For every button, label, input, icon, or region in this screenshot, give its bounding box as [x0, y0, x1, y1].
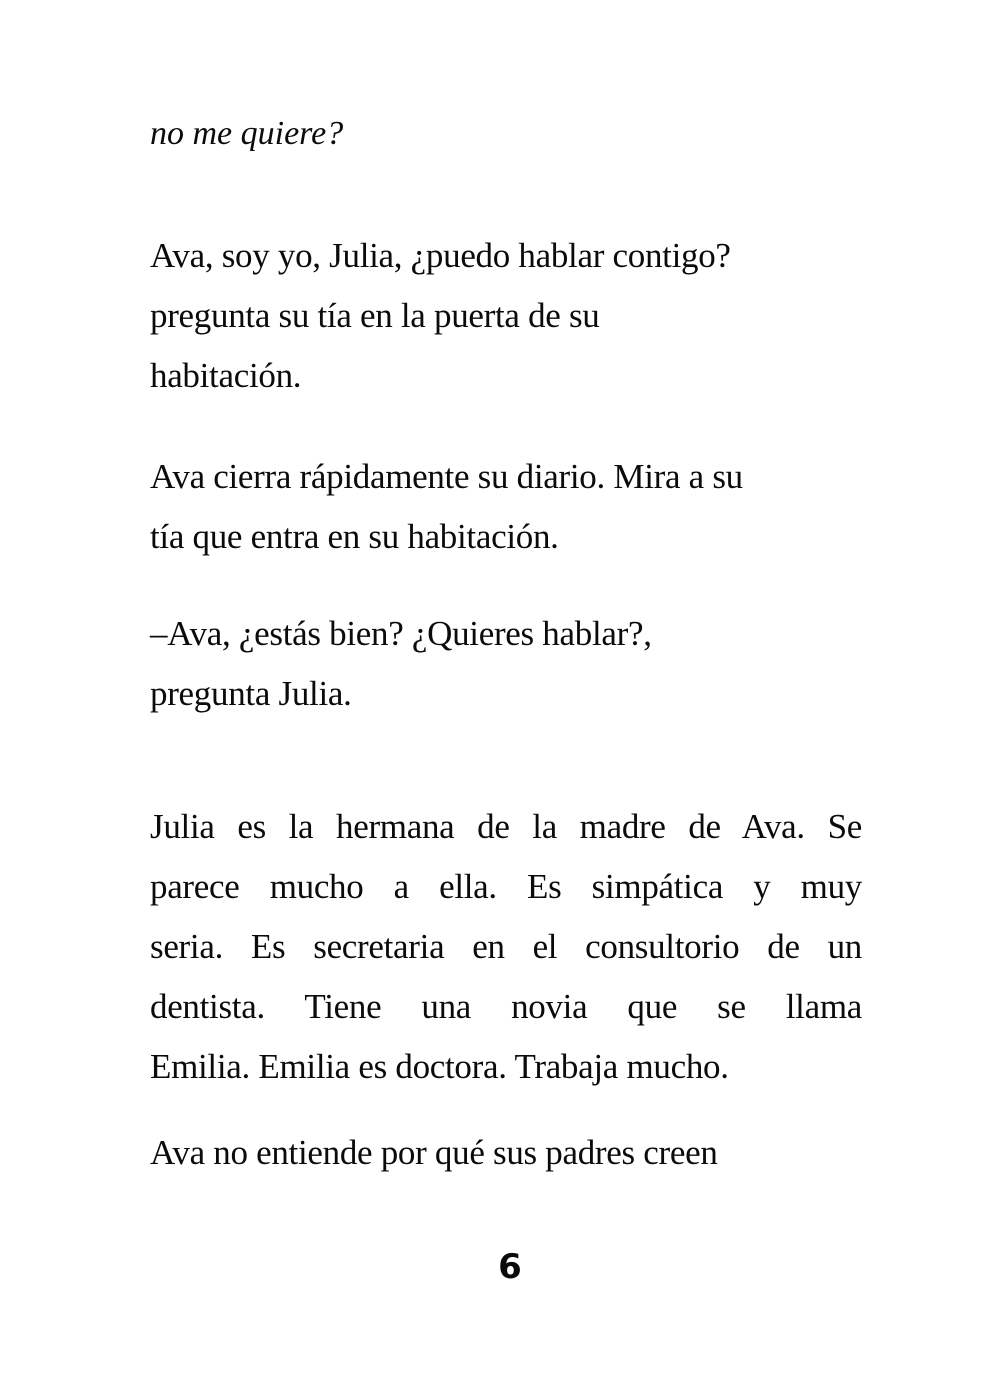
paragraph-4-justified	[150, 797, 862, 1097]
page-number: 6	[498, 1247, 522, 1287]
paragraph-3-dialogue	[150, 604, 862, 724]
text-line: tía que entra en su habitación.	[150, 517, 559, 556]
paragraph-1	[150, 226, 862, 406]
text-line: Ava no entiende por qué sus padres creen	[150, 1133, 718, 1172]
carryover-sentence-italic: no me quiere?	[150, 115, 344, 152]
paragraph-2	[150, 447, 862, 567]
text-line: pregunta su tía en la puerta de su	[150, 296, 600, 335]
text-line: Julia es la hermana de la madre de Ava. Se	[150, 807, 862, 846]
text-line: dentista. Tiene una novia que se llama	[150, 987, 862, 1026]
text-line: habitación.	[150, 356, 302, 395]
text-line: Emilia. Emilia es doctora. Trabaja mucho.	[150, 1047, 729, 1086]
text-line: seria. Es secretaria en el consultorio de un	[150, 927, 862, 966]
text-line: parece mucho a ella. Es simpática y muy	[150, 867, 862, 906]
text-line: –Ava, ¿estás bien? ¿Quieres hablar?,	[150, 614, 652, 653]
text-block	[150, 0, 862, 1183]
text-line: Ava, soy yo, Julia, ¿puedo hablar contigo?	[150, 236, 731, 275]
text-line: Ava cierra rápidamente su diario. Mira a su	[150, 457, 743, 496]
text-line: pregunta Julia.	[150, 674, 352, 713]
paragraph-5	[150, 1123, 862, 1183]
